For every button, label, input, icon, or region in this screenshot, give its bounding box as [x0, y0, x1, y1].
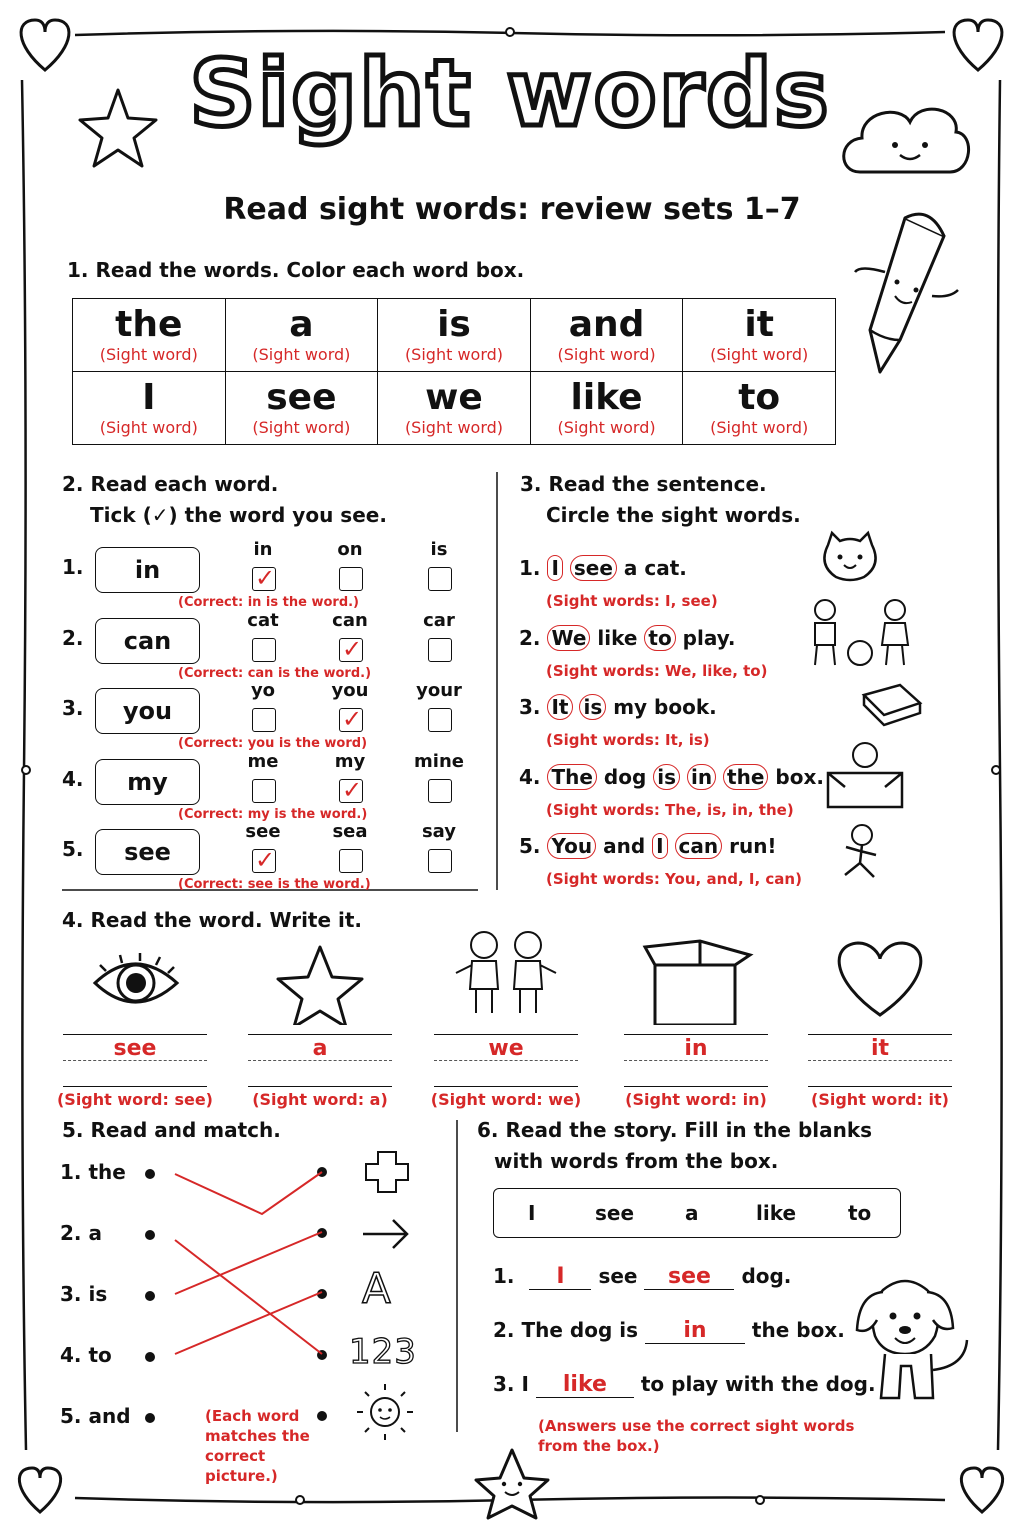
option-label: in — [253, 539, 273, 560]
sentence-text: box. — [775, 764, 824, 789]
writing-line-top — [248, 1034, 392, 1035]
story-text: 2. The dog is — [493, 1318, 638, 1342]
option-label: my — [334, 750, 366, 772]
word-box[interactable] — [683, 372, 836, 445]
heart-corner-icon — [954, 20, 1002, 70]
answer-note: (Correct: see is the word.) — [178, 877, 371, 892]
heart-corner-icon — [961, 1468, 1002, 1512]
answer-note: (Correct: you is the word) — [178, 736, 368, 751]
option-label: your — [416, 680, 462, 701]
option-label: is — [430, 539, 448, 560]
word-box[interactable] — [378, 299, 531, 372]
answer-note: (Sight words: The, is, in, the) — [546, 800, 794, 819]
story-note: (Answers use the correct sight words from the box.) — [538, 1417, 855, 1455]
match-word: 3. is — [60, 1282, 108, 1306]
story-text: dog. — [741, 1264, 792, 1288]
option-label: on — [337, 539, 363, 560]
story-line-1 — [493, 1264, 791, 1290]
writing-line-top — [434, 1034, 578, 1035]
letter-a-icon: A — [362, 1264, 391, 1313]
word-box[interactable] — [73, 372, 226, 445]
answer-note: (Sight words: I, see) — [546, 592, 718, 610]
option-label: yo — [250, 680, 276, 701]
blank-answer[interactable]: see — [644, 1264, 734, 1290]
dog-icon — [845, 1270, 985, 1410]
writing-line-bottom — [624, 1086, 768, 1087]
option-checkbox[interactable] — [339, 849, 363, 873]
option-label: you — [331, 680, 369, 701]
section-2-heading: 2. Read each word. — [62, 472, 279, 496]
sight-word: is — [437, 304, 471, 345]
bank-word: see — [595, 1201, 635, 1225]
sight-word: the — [115, 304, 183, 345]
sight-word-label: (Sight word) — [557, 345, 656, 364]
option-checkbox[interactable] — [428, 638, 452, 662]
check-mark-icon: ✓ — [255, 846, 276, 874]
sight-word: and — [568, 304, 645, 345]
word-bank — [493, 1188, 901, 1238]
option-checkbox[interactable] — [428, 567, 452, 591]
section-5-heading: 5. Read and match. — [62, 1118, 281, 1142]
two-kids-icon — [456, 932, 556, 1013]
sight-word-label: (Sight word) — [252, 418, 351, 437]
item-number: 1. — [62, 555, 84, 579]
circled-sight-word[interactable]: It — [547, 694, 572, 720]
sight-word-label: (Sight word) — [252, 345, 351, 364]
option-label: sea — [332, 821, 368, 842]
written-answer[interactable]: it — [870, 1036, 890, 1061]
sight-word: like — [570, 377, 643, 418]
story-line-3 — [493, 1372, 876, 1398]
sentence — [519, 556, 687, 580]
pencil-icon — [855, 214, 958, 372]
option-label: me — [247, 750, 279, 772]
story-text: the box. — [751, 1318, 845, 1342]
written-answer[interactable]: in — [684, 1036, 708, 1061]
sight-word-table — [72, 298, 836, 445]
writing-line-top — [624, 1034, 768, 1035]
match-word: 2. a — [60, 1221, 102, 1245]
writing-line-top — [808, 1034, 952, 1035]
written-answer[interactable]: a — [312, 1036, 328, 1061]
word-box[interactable] — [530, 299, 683, 372]
sentence-text: dog — [603, 764, 647, 789]
sentence-number: 3. — [519, 695, 541, 719]
option-checkbox[interactable] — [252, 708, 276, 732]
story-text: to play with the dog. — [640, 1372, 876, 1396]
match-line-the — [175, 1172, 322, 1214]
sight-word: we — [425, 377, 483, 418]
sentence-number: 4. — [519, 764, 541, 789]
kids-playing-icon — [815, 600, 908, 665]
sight-word-label: (Sight word) — [404, 418, 504, 437]
running-kid-icon — [845, 825, 876, 877]
section-6-heading-line2: with words from the box. — [494, 1149, 779, 1173]
match-line-a — [175, 1240, 322, 1354]
answer-note: (Correct: my is the word.) — [178, 806, 368, 822]
circled-sight-word[interactable]: The — [547, 764, 596, 790]
word-box[interactable] — [530, 372, 683, 445]
sentence — [519, 834, 777, 858]
writing-line-bottom — [63, 1086, 207, 1087]
section-3-heading: 3. Read the sentence. — [520, 472, 767, 496]
match-note: (Each word matches the correct picture.) — [205, 1407, 310, 1485]
page-title: Sight words — [189, 40, 831, 147]
word-box[interactable] — [378, 372, 531, 445]
circled-sight-word[interactable]: is — [653, 764, 680, 790]
sight-word-label: (Sight word) — [710, 418, 809, 437]
page-subtitle: Read sight words: review sets 1–7 — [223, 192, 801, 227]
sight-word-label: (Sight word) — [99, 345, 198, 364]
star-decoration-icon — [80, 90, 156, 166]
option-label: say — [421, 821, 457, 842]
cloud-icon — [844, 109, 969, 172]
sentence-number: 2. — [519, 625, 541, 650]
smiling-star-icon — [476, 1450, 548, 1518]
option-label: car — [423, 609, 455, 631]
blank-answer[interactable]: in — [645, 1318, 745, 1344]
heart-icon — [839, 943, 921, 1015]
plus-icon — [366, 1152, 408, 1192]
target-word-box: in — [95, 547, 200, 593]
star-icon — [278, 947, 362, 1025]
option-label: mine — [414, 750, 464, 772]
section-3-pictures — [800, 525, 1000, 905]
section-4-heading: 4. Read the word. Write it. — [62, 908, 363, 932]
section-6-heading: 6. Read the story. Fill in the blanks — [477, 1118, 873, 1142]
written-answer[interactable]: we — [488, 1036, 524, 1061]
option-checkbox[interactable] — [252, 779, 276, 803]
check-mark-icon: ✓ — [342, 634, 363, 663]
answer-note: (Sight words: We, like, to) — [546, 661, 768, 680]
answer-note: (Sight words: It, is) — [546, 731, 710, 749]
story-text: 3. I — [493, 1372, 529, 1396]
circled-sight-word[interactable]: in — [687, 764, 716, 790]
circled-sight-word[interactable]: I — [652, 833, 667, 859]
check-mark-icon: ✓ — [342, 705, 363, 733]
sight-word-label: (Sight word) — [99, 418, 198, 437]
circled-sight-word[interactable]: You — [547, 833, 596, 859]
option-label: cat — [247, 609, 279, 631]
target-word-box: can — [95, 618, 200, 664]
item-number: 2. — [62, 625, 84, 650]
heart-corner-icon — [21, 20, 69, 70]
answer-note: (Sight word: it) — [811, 1090, 949, 1109]
sentence-text: and — [603, 834, 646, 858]
target-word-box: my — [95, 759, 200, 805]
answer-note: (Correct: can is the word.) — [178, 665, 372, 681]
answer-note: (Sight word: in) — [625, 1090, 767, 1109]
eye-icon — [95, 953, 177, 1002]
written-answer[interactable]: see — [113, 1036, 157, 1061]
sight-word-label: (Sight word) — [710, 345, 809, 364]
circled-sight-word[interactable]: the — [723, 764, 768, 790]
sentence — [519, 626, 736, 650]
match-word: 4. to — [60, 1343, 112, 1367]
blank-answer[interactable]: like — [536, 1372, 634, 1398]
check-mark-icon: ✓ — [342, 775, 363, 804]
numbers-icon: 123 — [349, 1332, 417, 1372]
sentence-text: like — [597, 625, 638, 650]
story-line-2 — [493, 1318, 845, 1344]
word-box[interactable] — [683, 299, 836, 372]
sentence — [519, 695, 717, 719]
match-line-to — [175, 1292, 322, 1354]
word-box[interactable] — [225, 372, 378, 445]
target-word-box: see — [95, 829, 200, 875]
story-text: see — [598, 1264, 638, 1288]
answer-note: (Correct: in is the word.) — [178, 595, 360, 610]
circled-sight-word[interactable]: I — [547, 555, 562, 581]
sight-word: to — [738, 377, 781, 418]
circled-sight-word[interactable]: to — [644, 625, 675, 651]
sentence-text: play. — [682, 625, 736, 650]
writing-line-bottom — [248, 1086, 392, 1087]
cat-icon — [824, 533, 875, 580]
sun-icon — [357, 1384, 413, 1440]
option-checkbox[interactable] — [339, 567, 363, 591]
writing-line-top — [63, 1034, 207, 1035]
blank-answer[interactable]: I — [529, 1264, 591, 1290]
sentence-number: 1. — [519, 556, 541, 580]
option-checkbox[interactable] — [252, 638, 276, 662]
arrow-right-icon — [363, 1220, 407, 1248]
match-word: 5. and — [60, 1404, 131, 1428]
book-icon — [864, 685, 920, 725]
sight-word: a — [289, 304, 314, 345]
bank-word: like — [756, 1201, 797, 1225]
bank-word: to — [848, 1201, 872, 1225]
match-word: 1. the — [60, 1160, 126, 1184]
option-label: can — [332, 609, 368, 631]
item-number: 4. — [62, 766, 84, 791]
option-checkbox[interactable] — [428, 708, 452, 732]
sentence-text: my book. — [613, 695, 717, 719]
writing-line-bottom — [434, 1086, 578, 1087]
target-word-box: you — [95, 688, 200, 734]
answer-note: (Sight words: You, and, I, can) — [546, 870, 802, 888]
sentence-text: a cat. — [623, 556, 687, 580]
item-number: 5. — [62, 837, 84, 861]
option-checkbox[interactable] — [428, 849, 452, 873]
story-number: 1. — [493, 1264, 515, 1288]
section-1-heading: 1. Read the words. Color each word box. — [67, 258, 525, 282]
sight-word-label: (Sight word) — [404, 345, 504, 364]
sentence — [519, 765, 824, 789]
answer-note: (Sight word: a) — [252, 1090, 388, 1109]
word-box[interactable] — [225, 299, 378, 372]
bank-word: I — [528, 1201, 536, 1225]
sentence-number: 5. — [519, 834, 541, 858]
option-checkbox[interactable] — [428, 779, 452, 803]
check-mark-icon: ✓ — [255, 564, 276, 592]
section-4-pictures — [0, 925, 1024, 1025]
sight-word: it — [744, 304, 774, 345]
answer-note: (Sight word: we) — [430, 1090, 582, 1109]
circled-sight-word[interactable]: see — [570, 555, 617, 581]
circled-sight-word[interactable]: is — [579, 694, 606, 720]
heart-corner-icon — [19, 1468, 60, 1512]
box-icon — [645, 941, 750, 1025]
word-box[interactable] — [73, 299, 226, 372]
writing-line-bottom — [808, 1086, 952, 1087]
section-2-instruction: Tick (✓) the word you see. — [90, 503, 387, 527]
dog-in-box-icon — [828, 743, 902, 807]
circled-sight-word[interactable]: We — [547, 625, 590, 651]
sentence-text: run! — [729, 834, 777, 858]
bank-word: a — [685, 1201, 699, 1225]
answer-note: (Sight word: see) — [56, 1090, 213, 1109]
sight-word: I — [142, 377, 156, 418]
match-line-is — [175, 1232, 322, 1294]
sight-word: see — [266, 377, 337, 418]
sight-word-label: (Sight word) — [557, 418, 656, 437]
item-number: 3. — [62, 696, 84, 720]
circled-sight-word[interactable]: can — [675, 833, 723, 859]
section-3-instruction: Circle the sight words. — [546, 503, 801, 527]
option-label: see — [245, 821, 281, 842]
